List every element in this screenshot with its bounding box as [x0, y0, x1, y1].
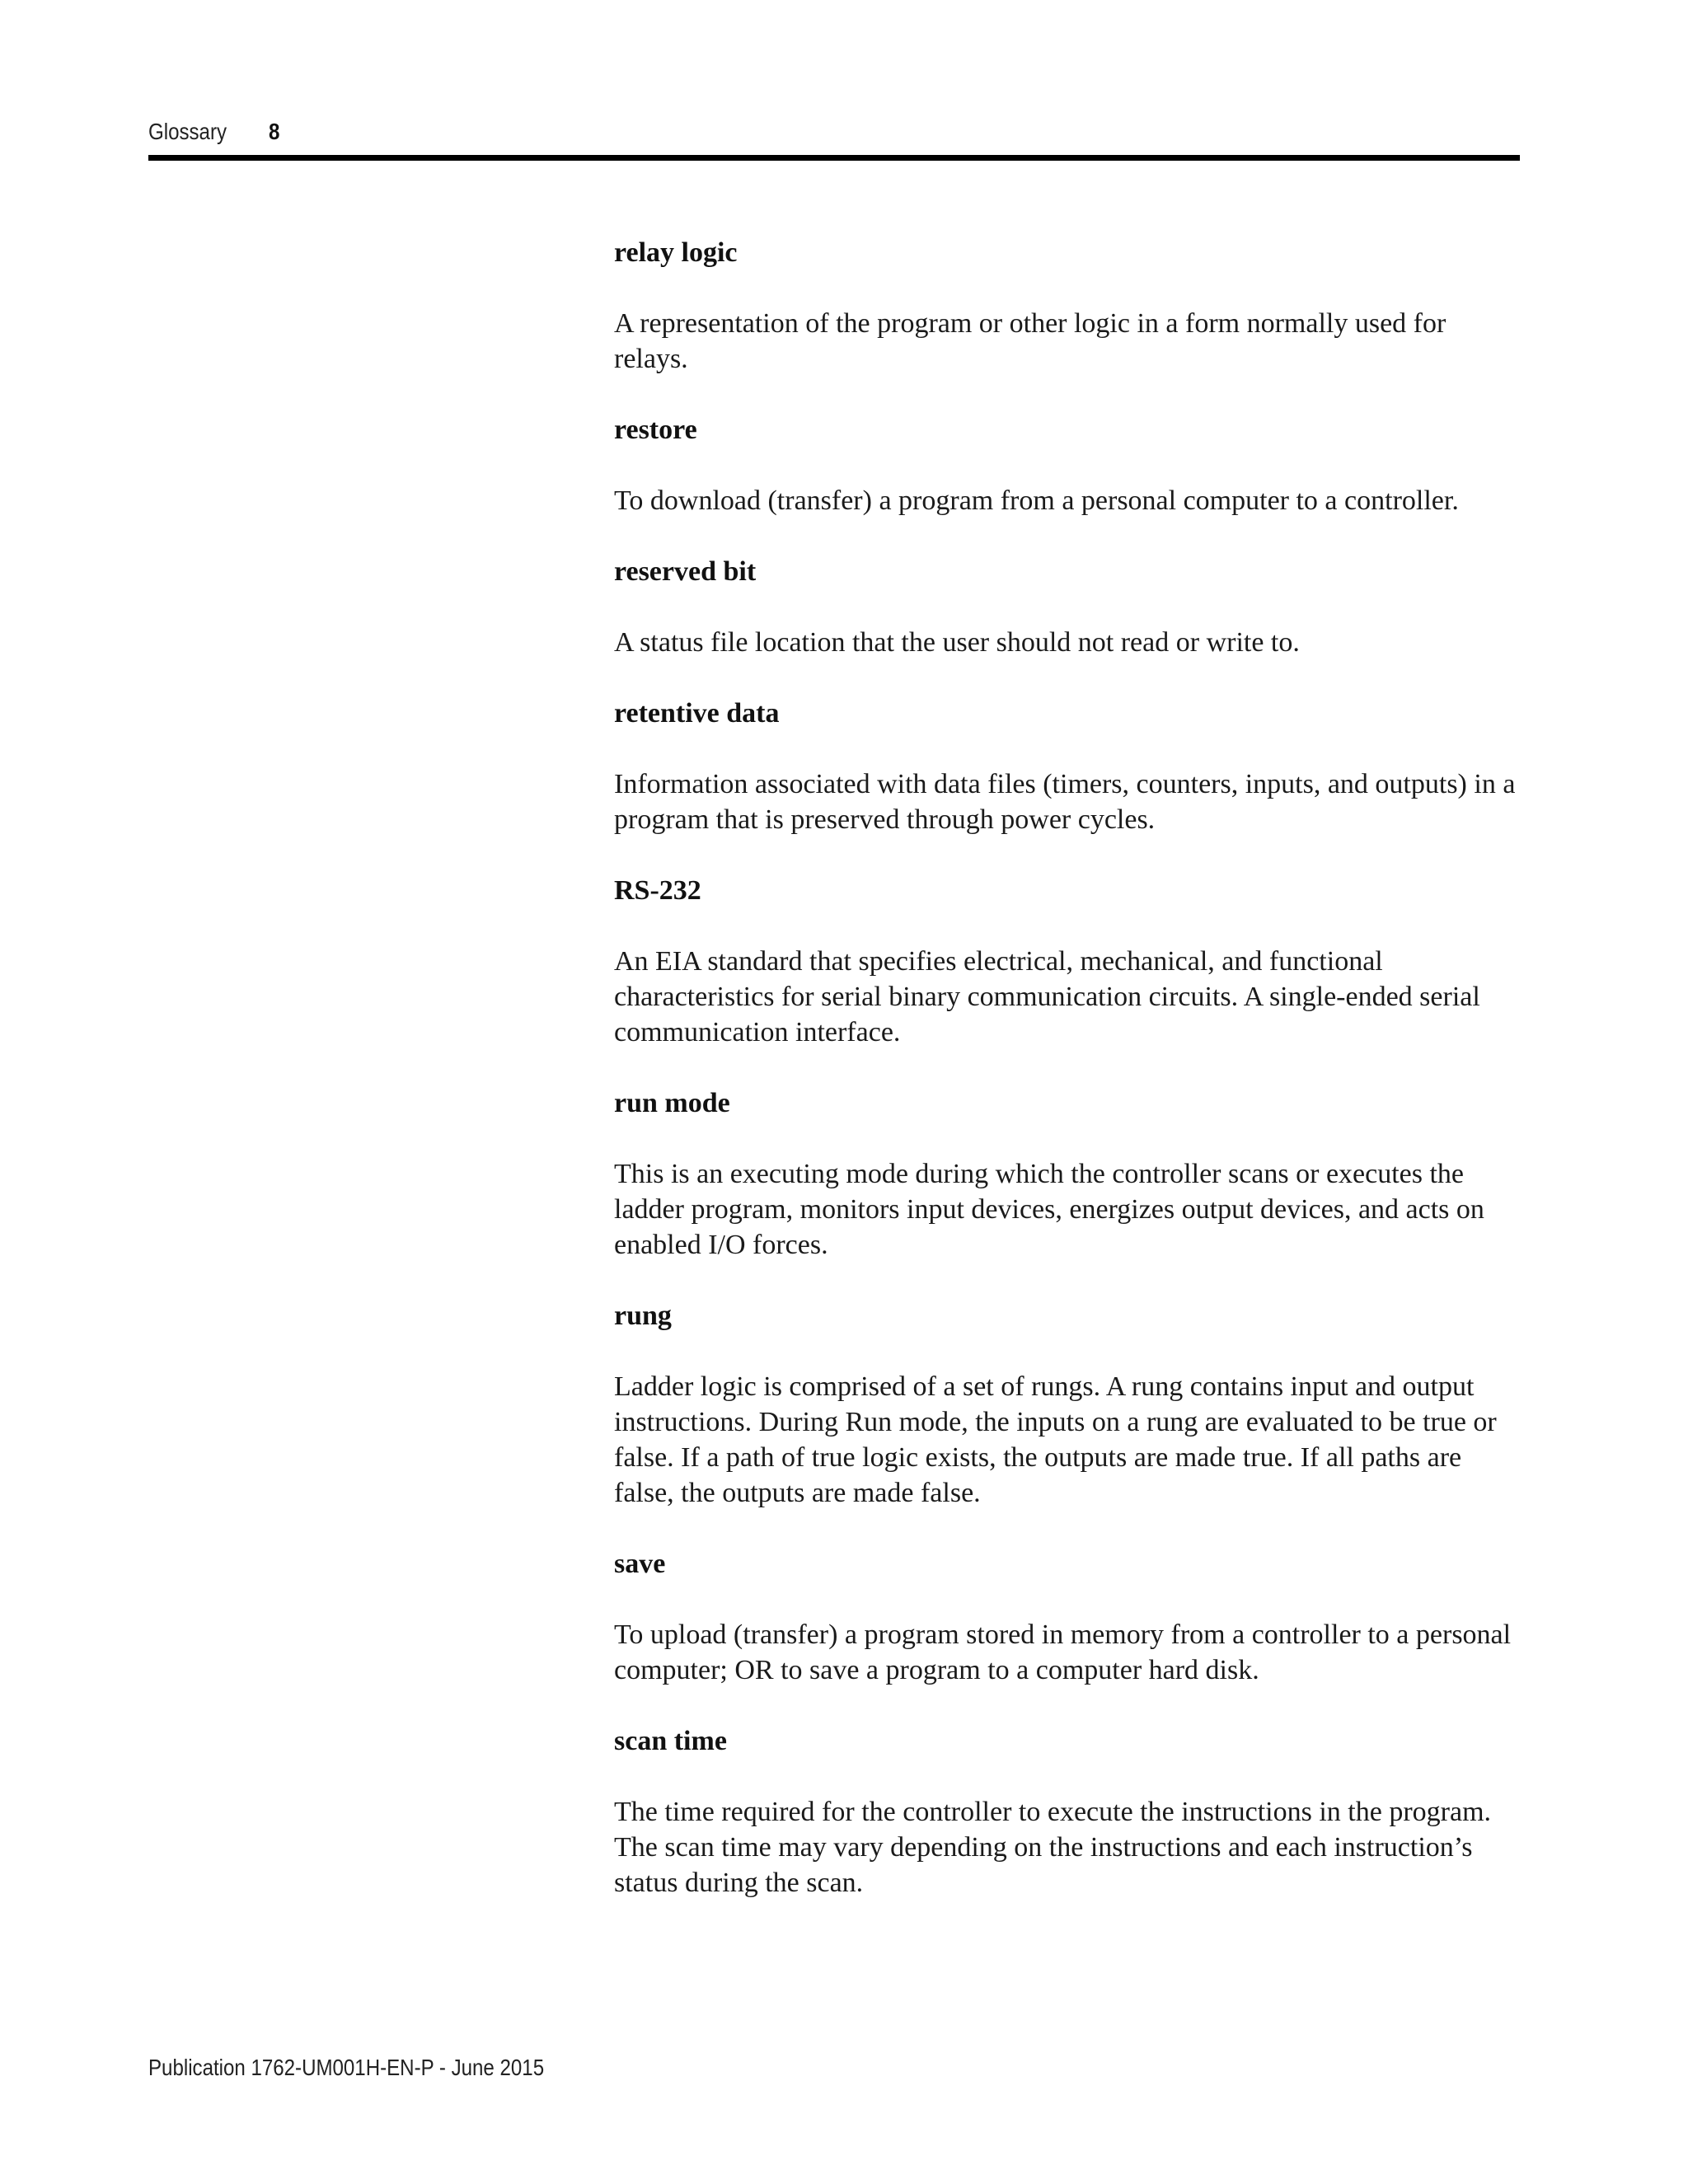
glossary-definition: A status file location that the user should not read or write to. — [614, 627, 1300, 658]
glossary-term: relay logic — [614, 237, 738, 268]
publication-footer: Publication 1762-UM001H-EN-P - June 2015 — [148, 2055, 545, 2080]
glossary-definition: The time required for the controller to execute the instructions in the program. The scan time may vary depending on the instructions and each instruction’s status during the scan. — [614, 1797, 1492, 1898]
glossary-term: rung — [614, 1301, 672, 1331]
glossary-term: retentive data — [614, 698, 780, 729]
glossary-entry — [614, 412, 1521, 518]
glossary-term: scan time — [614, 1726, 727, 1756]
glossary-definition: This is an executing mode during which the controller scans or executes the ladder program, monitors input devices, energizes output devices, and acts on enabled I/O forces. — [614, 1159, 1484, 1260]
glossary-entries — [614, 235, 1521, 1936]
glossary-term: run mode — [614, 1088, 730, 1118]
glossary-definition: A representation of the program or other logic in a form normally used for relays. — [614, 308, 1447, 374]
page-header — [148, 115, 1520, 148]
section-title: Glossary — [148, 119, 227, 144]
glossary-definition: To upload (transfer) a program stored in memory from a controller to a personal computer; OR to save a program to a computer hard disk. — [614, 1619, 1512, 1685]
glossary-entry — [614, 696, 1521, 837]
header-divider — [148, 155, 1520, 161]
glossary-entry — [614, 1085, 1521, 1263]
glossary-definition: An EIA standard that specifies electrical, mechanical, and functional characteristics for serial binary communication circuits. A single-ended serial communication interface. — [614, 946, 1480, 1047]
glossary-entry — [614, 554, 1521, 660]
glossary-term: save — [614, 1549, 666, 1579]
glossary-term: reserved bit — [614, 556, 757, 587]
glossary-entry — [614, 1723, 1521, 1900]
glossary-entry — [614, 873, 1521, 1050]
glossary-definition: Information associated with data files (timers, counters, inputs, and outputs) in a program that is preserved through power cycles. — [614, 769, 1516, 835]
glossary-definition: To download (transfer) a program from a personal computer to a controller. — [614, 485, 1459, 516]
glossary-definition: Ladder logic is comprised of a set of rungs. A rung contains input and output instructions. During Run mode, the inputs on a rung are evaluated to be true or false. If a path of true logic exists, the outputs are made true. If all paths are false, the outputs are made false. — [614, 1371, 1497, 1508]
glossary-term: RS-232 — [614, 875, 701, 906]
glossary-entry — [614, 1546, 1521, 1688]
page-number: 8 — [269, 119, 280, 144]
glossary-entry — [614, 235, 1521, 377]
glossary-term: restore — [614, 415, 697, 445]
glossary-entry — [614, 1298, 1521, 1511]
